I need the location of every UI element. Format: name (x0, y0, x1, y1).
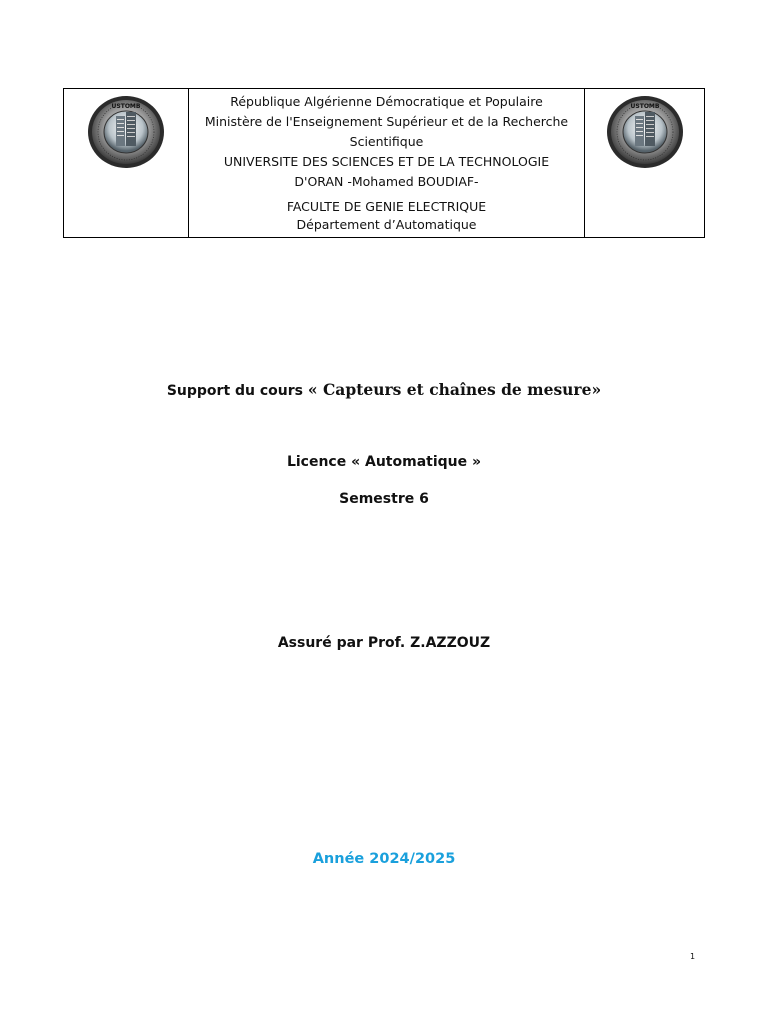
header-faculty: FACULTE DE GENIE ELECTRIQUE (286, 199, 487, 214)
header-ministry-cont: Scientifique (349, 134, 424, 149)
logo-cell-right (584, 89, 704, 237)
header-text-block (189, 89, 584, 237)
academic-year: Année 2024/2025 (312, 851, 456, 867)
header-department: Département d’Automatique (296, 217, 477, 232)
header-university-cont: D'ORAN -Mohamed BOUDIAF- (294, 174, 479, 189)
course-title (0, 380, 768, 399)
logo-cell-left (64, 89, 189, 237)
teacher-label: Assuré par Prof. Z.AZZOUZ (277, 635, 491, 651)
svg-text:USTOMB: USTOMB (111, 103, 141, 110)
header-ministry: Ministère de l'Enseignement Supérieur et de la Recherche (204, 114, 569, 129)
university-logo-icon (605, 94, 685, 170)
page-number: 1 (690, 952, 696, 961)
svg-text:USTOMB: USTOMB (630, 103, 659, 110)
semester-label: Semestre 6 (339, 491, 429, 507)
course-title-prefix: Support du cours (166, 383, 308, 399)
header-university: UNIVERSITE DES SCIENCES ET DE LA TECHNOLOGIE (223, 154, 550, 169)
header-table (63, 88, 705, 238)
university-logo-icon (86, 94, 166, 170)
licence-label: Licence « Automatique » (286, 454, 482, 470)
header-republic: République Algérienne Démocratique et Populaire (230, 94, 543, 109)
course-title-name: « Capteurs et chaînes de mesure» (307, 380, 602, 399)
